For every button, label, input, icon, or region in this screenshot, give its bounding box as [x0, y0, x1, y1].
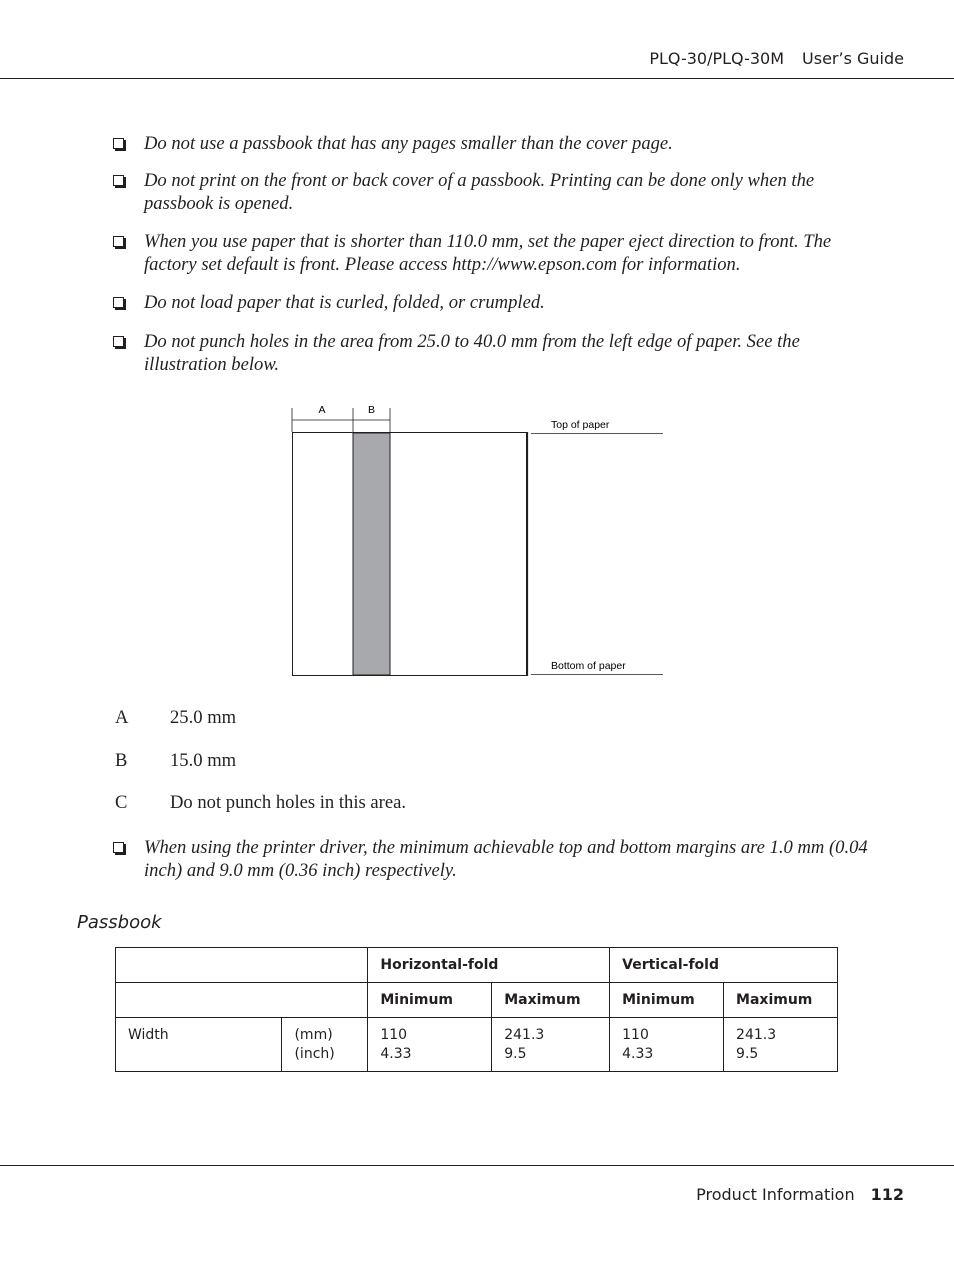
table-cell: [610, 1018, 724, 1072]
value-mm: 110: [622, 1027, 649, 1043]
value-inch: 4.33: [380, 1046, 412, 1062]
header-product: PLQ-30/PLQ-30M: [649, 49, 785, 68]
bullet-text: Do not use a passbook that has any pages smaller than the cover page.: [144, 133, 673, 154]
value-mm: 241.3: [504, 1027, 545, 1043]
dimension-label-b: B: [367, 404, 376, 416]
legend-term: B: [115, 750, 128, 771]
table-subheader-cell: Maximum: [492, 983, 610, 1018]
checkbox-bullet-icon: [113, 336, 124, 347]
top-of-paper-label: Top of paper: [551, 419, 610, 431]
page-header: [649, 49, 904, 68]
unit-inch: (inch): [294, 1046, 335, 1062]
bullet-list: [113, 132, 883, 376]
table-subheader-row: [116, 983, 838, 1018]
bullet-item: [113, 836, 883, 882]
table-units-cell: [282, 1018, 368, 1072]
checkbox-bullet-icon: [113, 138, 124, 149]
legend-desc: 15.0 mm: [170, 750, 237, 771]
bullet-item: [113, 330, 883, 376]
footer-rule: [0, 1165, 954, 1166]
no-punch-area: [353, 433, 390, 675]
footer-section: Product Information: [696, 1185, 855, 1204]
paper-outline: [293, 433, 527, 676]
table-subheader-empty-cell: [116, 983, 368, 1018]
page-number: 112: [870, 1185, 904, 1204]
checkbox-bullet-icon: [113, 842, 124, 853]
checkbox-bullet-icon: [113, 175, 124, 186]
punch-area-diagram: [288, 398, 668, 682]
passbook-spec-table: [115, 947, 838, 1072]
table-subheader-cell: Minimum: [610, 983, 724, 1018]
value-inch: 4.33: [622, 1046, 654, 1062]
table-subheader-cell: Maximum: [724, 983, 838, 1018]
checkbox-bullet-icon: [113, 236, 124, 247]
table-cell: [724, 1018, 838, 1072]
legend-term: A: [115, 707, 129, 728]
unit-mm: (mm): [294, 1027, 333, 1043]
table-header-row: [116, 948, 838, 983]
bullet-text: Do not punch holes in the area from 25.0 to 40.0 mm from the left edge of paper. See the illustration below.: [144, 331, 800, 375]
dimension-label-a: A: [318, 404, 326, 416]
table-header-cell: Vertical-fold: [610, 948, 838, 983]
bullet-text: When using the printer driver, the minimum achievable top and bottom margins are 1.0 mm (0.04 inch) and 9.0 mm (0.36 inch) respectively.: [144, 837, 868, 881]
value-mm: 241.3: [736, 1027, 777, 1043]
header-rule: [0, 78, 954, 79]
table-row-label: Width: [116, 1018, 282, 1072]
bullet-item: [113, 230, 883, 276]
bullet-item: [113, 169, 883, 215]
value-mm: 110: [380, 1027, 408, 1043]
legend-desc: 25.0 mm: [170, 707, 237, 728]
table-subheader-cell: Minimum: [368, 983, 492, 1018]
bullet-text: Do not load paper that is curled, folded, or crumpled.: [144, 292, 545, 313]
legend-term: C: [115, 792, 128, 813]
section-title: Passbook: [77, 912, 162, 933]
header-guide-title: User’s Guide: [802, 49, 904, 68]
bullet-item: [113, 132, 883, 155]
table-cell: [492, 1018, 610, 1072]
page-footer: [696, 1185, 904, 1204]
bullet-item: [113, 291, 883, 314]
table-header-empty-cell: [116, 948, 368, 983]
bottom-of-paper-label: Bottom of paper: [551, 660, 626, 672]
table-header-cell: Horizontal-fold: [368, 948, 610, 983]
value-inch: 9.5: [504, 1046, 527, 1062]
table-cell: [368, 1018, 492, 1072]
table-row: [116, 1018, 838, 1072]
bullet-list-2: [113, 836, 883, 882]
legend-desc: Do not punch holes in this area.: [170, 792, 406, 813]
bullet-text: When you use paper that is shorter than 110.0 mm, set the paper eject direction to front. The factory set default is front. Please access http://www.epson.com for information.: [144, 231, 832, 275]
value-inch: 9.5: [736, 1046, 759, 1062]
bullet-text: Do not print on the front or back cover of a passbook. Printing can be done only when the passbook is opened.: [144, 170, 815, 214]
checkbox-bullet-icon: [113, 297, 124, 308]
